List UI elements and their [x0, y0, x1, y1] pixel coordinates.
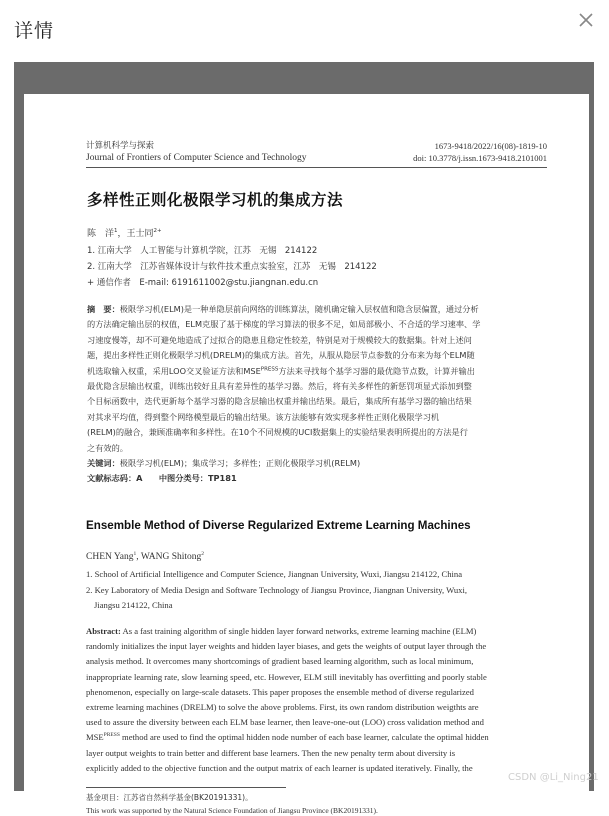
journal-header [86, 140, 307, 164]
affiliation-en-1: 1. School of Artificial Intelligence and Computer Science, Jiangnan University, Wuxi, Jiangsu 214122, China [86, 569, 463, 579]
abstract-en-line: analysis method. It overcomes many shortcomings of gradient based learning algorithm, such as local minimum, [86, 656, 474, 667]
author-1-en: CHEN Yang [86, 552, 134, 562]
abstract-en-line: MSE [86, 732, 104, 743]
abstract-en-line: inappropriate learning rate, slow learning speed, etc. However, ELM still inevitably has overfitting and poorly stable [86, 671, 487, 682]
document-page [24, 94, 589, 814]
doi-line: doi: 10.3778/j.issn.1673-9418.2101001 [413, 153, 547, 163]
journal-meta [413, 140, 547, 164]
press-superscript: PRESS [260, 365, 279, 372]
abstract-cn-line: 最优隐含层输出权重，训练出较好且具有差异性的基学习器。然后，将有关多样性的新惩罚项显式添加到整 [87, 381, 472, 392]
corresponding-author: + 通信作者 E-mail: 6191611002@stu.jiangnan.edu.cn [87, 278, 319, 288]
abstract-en-line: layer output weights to train better and different base learners. Then the new penalty term about diversity is [86, 747, 456, 758]
keywords-label: 关键词： [87, 458, 120, 469]
abstract-cn-label: 摘 要： [87, 304, 120, 314]
abstract-en-line: used to assure the diversity between each ELM base learner, then leave-one-out (LOO) cross validation method and [86, 717, 484, 728]
header-rule [86, 167, 547, 168]
abstract-en-line: As a fast training algorithm of single hidden layer forward networks, extreme learning machine (ELM) [120, 626, 477, 636]
abstract-en-line: phenomenon, especially on large-scale datasets. This paper proposes the ensemble method of diverse regularized [86, 686, 474, 697]
abstract-en [86, 624, 489, 776]
abstract-cn-line: 对其求平均值，得到整个网络模型最后的输出结果。该方法能够有效实现多样性正则化极限学习机 [87, 411, 440, 422]
fund-en: This work was supported by the Natural Science Foundation of Jiangsu Province (BK20191331). [86, 806, 378, 815]
journal-name-en: Journal of Frontiers of Computer Science and Technology [86, 153, 307, 163]
abstract-en-label: Abstract: [86, 626, 121, 636]
close-icon[interactable] [574, 8, 598, 32]
abstract-en-line: method are used to find the optimal hidden node number of each base learner, calculate the optimal hidden [119, 732, 489, 743]
authors-en: CHEN Yang$^1$, WANG Shitong$^2$ [86, 550, 205, 562]
journal-name-cn: 计算机科学与探索 [86, 141, 155, 151]
abstract-cn-line: 个目标函数中，迭代更新每个基学习器的隐含层输出权重并输出结果。最后，集成所有基学习器的输出结果 [87, 396, 472, 407]
watermark: CSDN @Li_Ning21 [508, 772, 599, 783]
abstract-en-line: randomly initializes the input layer weights and hidden layer biases, and gets the weights of output layer through the [86, 641, 487, 652]
abstract-cn-line: 极限学习机(ELM)是一种单隐层前向网络的训练算法，随机确定输入层权值和隐含层偏置，通过分析 [119, 304, 479, 314]
abstract-en-line: extreme learning machines (DRELM) to solve the above problems. First, its own random distribution weigthts are [86, 702, 479, 713]
abstract-en-line: explicitly added to the objective function and the output matrix of each learner is updated iteratively. Finally, the [86, 762, 473, 773]
abstract-cn-line: (RELM)的融合，兼顾准确率和多样性。在10个不同规模的UCI数据集上的实验结果表明所提出的方法是行 [87, 427, 468, 438]
document-viewer[interactable] [14, 62, 594, 815]
press-superscript: PRESS [103, 732, 120, 739]
fund-cn: 基金项目：江苏省自然科学基金(BK20191331)。 [86, 793, 253, 802]
affiliation-cn-1: 1. 江南大学 人工智能与计算机学院，江苏 无锡 214122 [87, 246, 318, 256]
abstract-cn-line: 之有效的。 [87, 442, 128, 453]
author-1-cn: 陈 洋 [87, 229, 115, 239]
author-2-en: , WANG Shitong [136, 552, 202, 562]
abstract-cn-line: 机选取输入权重，采用LOO交叉验证方法和MSE [87, 365, 261, 376]
author-2-cn: ，王士同 [117, 229, 154, 239]
keywords: 极限学习机(ELM)；集成学习；多样性；正则化极限学习机(RELM) [119, 458, 361, 469]
affiliation-en-2b: Jiangsu 214122, China [94, 600, 173, 610]
abstract-cn-line: 习速度慢等，却不可避免地造成了过拟合的隐患且稳定性较差，特别是对于规模较大的数据集。针对上述问 [87, 334, 472, 345]
abstract-cn [87, 302, 547, 487]
affiliation-cn-2: 2. 江南大学 江苏省媒体设计与软件技术重点实验室，江苏 无锡 214122 [87, 262, 377, 272]
abstract-cn-line: 的方法确定输出层的权值，ELM克服了基于梯度的学习算法的很多不足，如局部极小、不合适的学习速率、学 [87, 319, 481, 330]
document-codes: 文献标志码：A 中图分类号：TP181 [87, 473, 237, 484]
dialog-title: 详情 [14, 20, 55, 42]
abstract-cn-line: 题，提出多样性正则化极限学习机(DRELM)的集成方法。首先，从服从隐层节点参数的分布来为每个ELM随 [87, 350, 475, 361]
paper-title-en: Ensemble Method of Diverse Regularized Extreme Learning Machines [86, 519, 471, 532]
affiliation-en-2a: 2. Key Laboratory of Media Design and Software Technology of Jiangsu Province, Jiangnan University, Wuxi, [86, 585, 467, 595]
authors-cn: 陈 洋$^1$，王士同$^{2+}$ [87, 228, 162, 239]
abstract-cn-line: 方法来寻找每个基学习器的最优隐节点数，计算并输出 [278, 365, 475, 376]
issn-line: 1673-9418/2022/16(08)-1819-10 [434, 141, 547, 151]
footnote-rule [86, 787, 286, 788]
paper-title-cn: 多样性正则化极限学习机的集成方法 [87, 191, 344, 209]
